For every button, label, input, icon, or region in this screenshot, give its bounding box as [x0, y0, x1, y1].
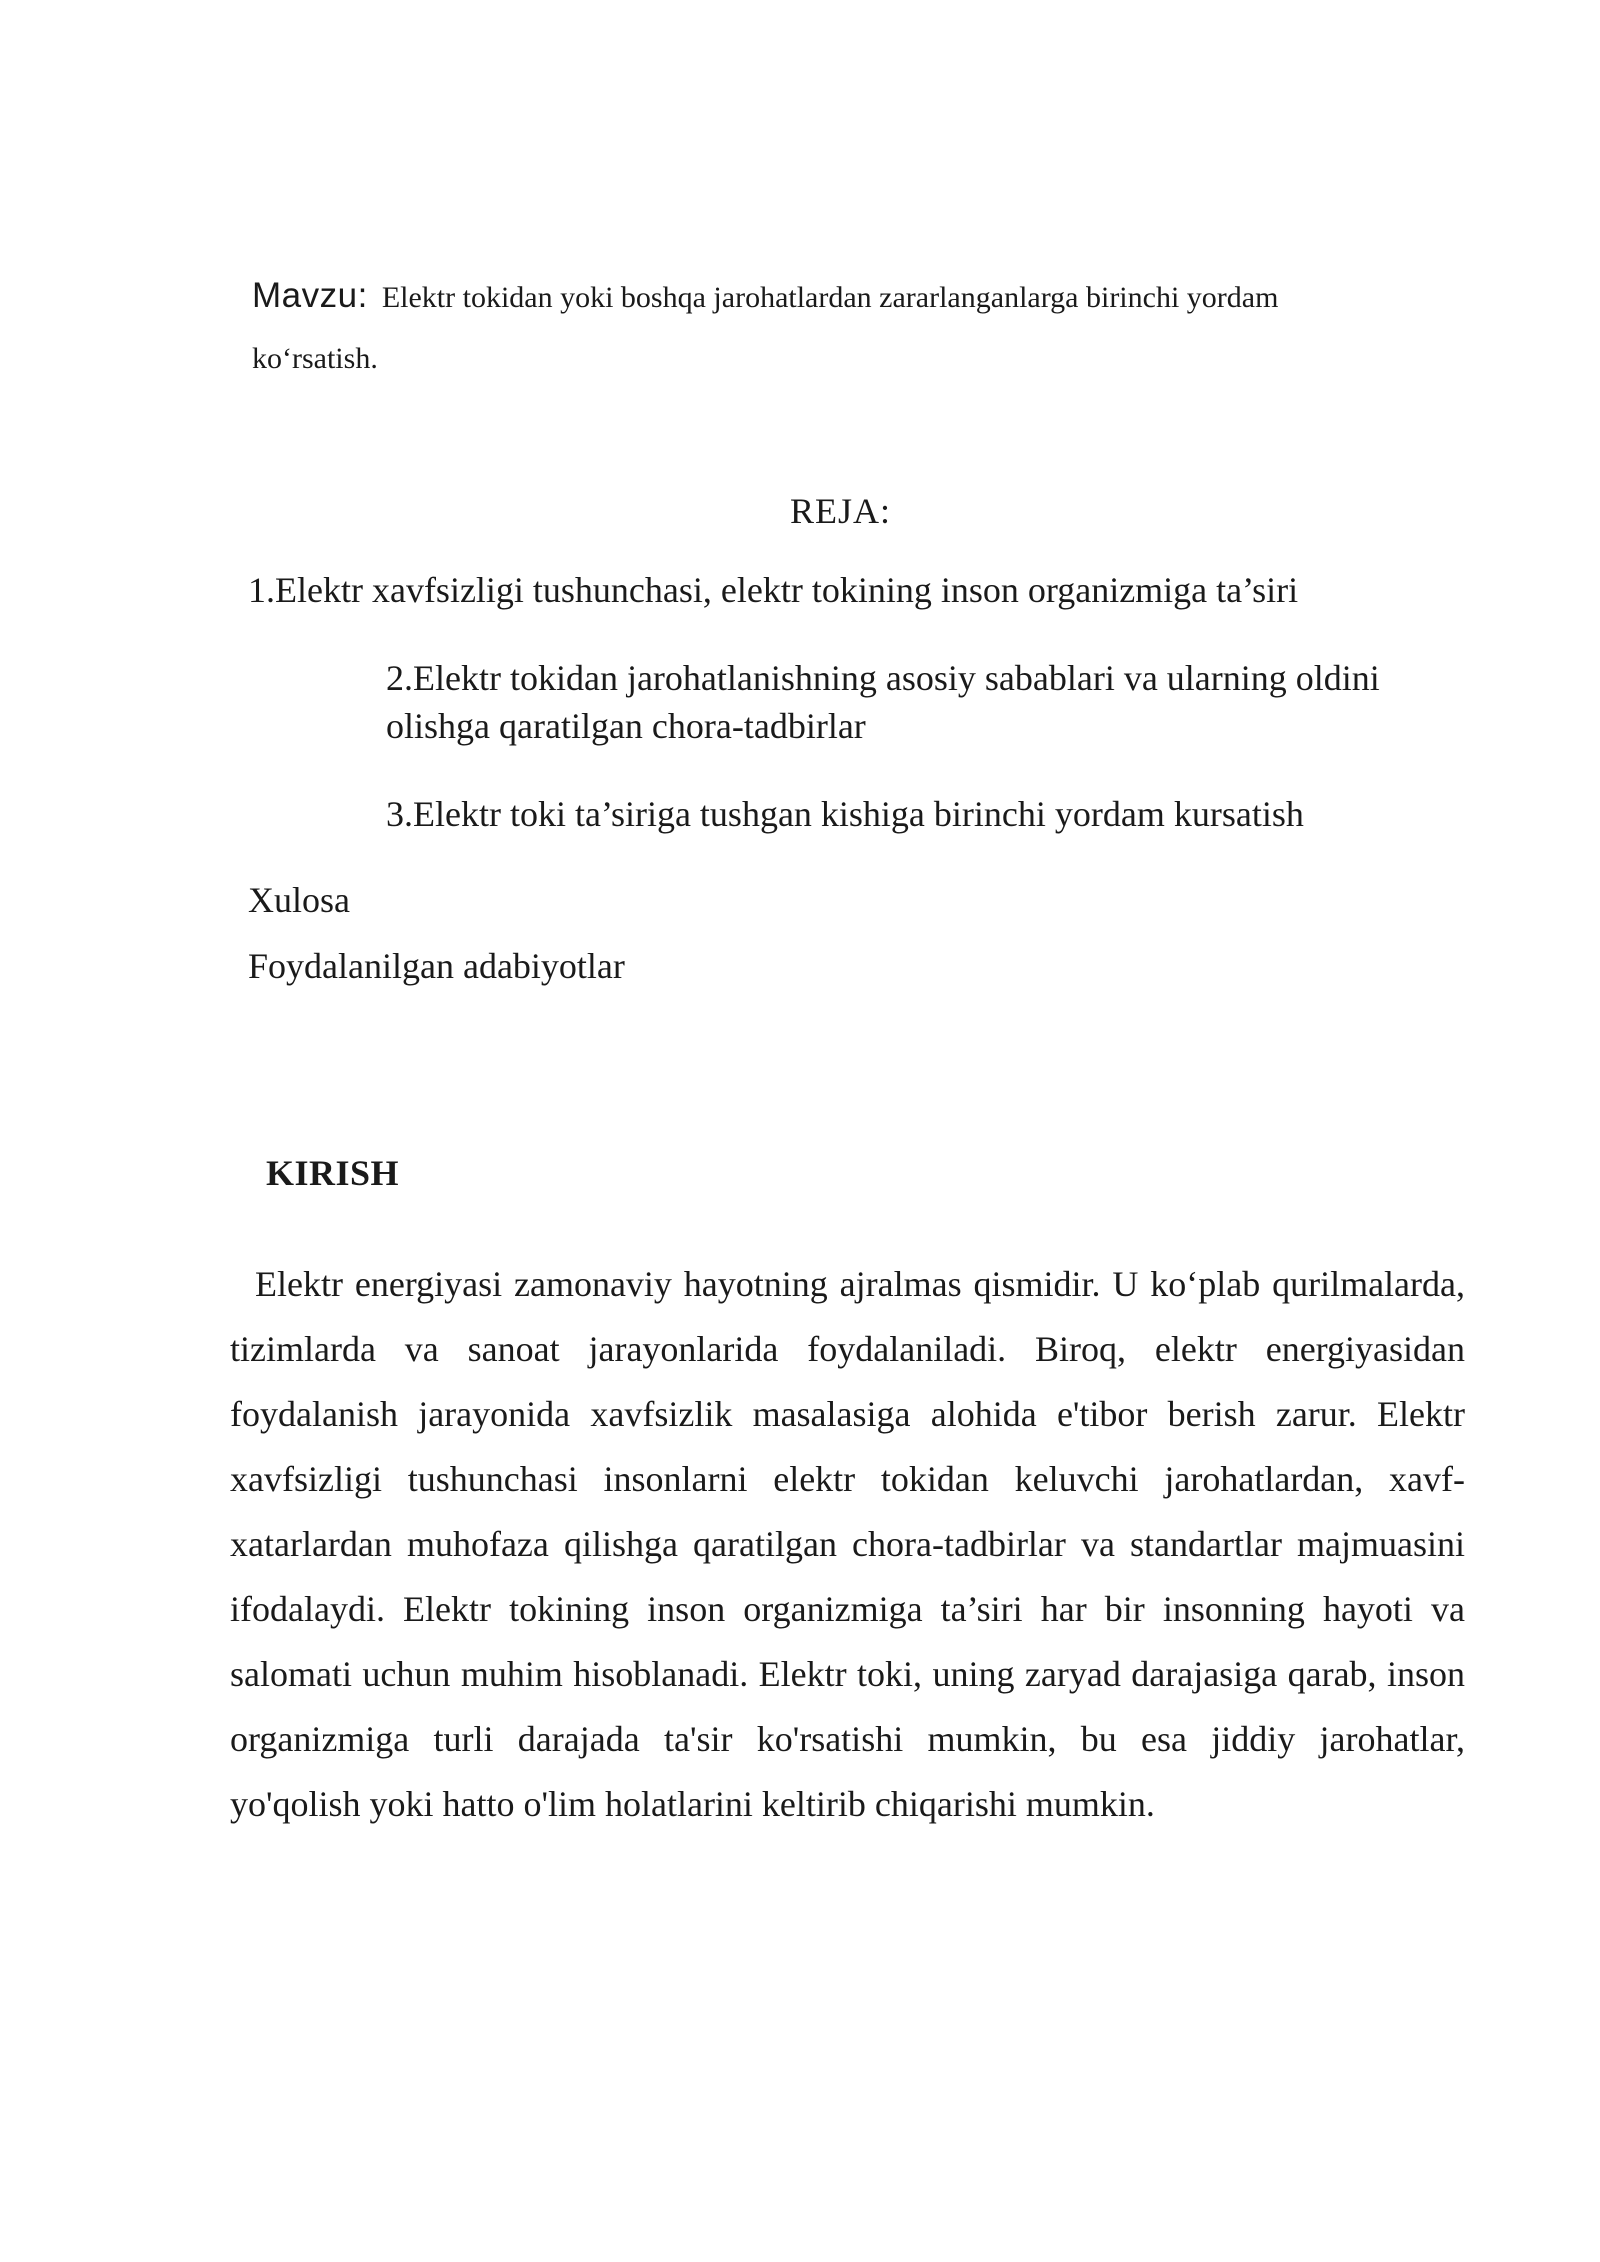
- topic-line: [252, 268, 1382, 392]
- introduction-paragraph: Elektr energiyasi zamonaviy hayotning ajralmas qismidir. U ko‘plab qurilmalarda, tizimlarda va sanoat jarayonlarida foydalaniladi. Biroq, elektr energiyasidan foydalanish jarayonida xavfsizlik masalasiga alohida e'tibor berish zarur. Elektr xavfsizligi tushunchasi insonlarni elektr tokidan keluvchi jarohatlardan, xavf-xatarlardan muhofaza qilishga qaratilgan chora-tadbirlar va standartlar majmuasini ifodalaydi. Elektr tokining inson organizmiga ta’siri har bir insonning hayoti va salomati uchun muhim hisoblanadi. Elektr toki, uning zaryad darajasiga qarab, inson organizmiga turli darajada ta'sir ko'rsatishi mumkin, bu esa jiddiy jarohatlar, yo'qolish yoki hatto o'lim holatlarini keltirib chiqarishi mumkin.: [230, 1264, 1465, 1824]
- plan-item: 1.Elektr xavfsizligi tushunchasi, elektr tokining inson organizmiga ta’siri: [248, 570, 1299, 610]
- topic-text: Elektr tokidan yoki boshqa jarohatlardan zararlanganlarga birinchi yordam ko‘rsatish.: [252, 281, 1279, 375]
- plan-title: REJA:: [790, 491, 892, 531]
- introduction-heading: KIRISH: [266, 1153, 400, 1193]
- plan-conclusion: Xulosa: [248, 880, 350, 920]
- plan-item: 3.Elektr toki ta’siriga tushgan kishiga birinchi yordam kursatish: [386, 794, 1304, 834]
- topic-label: Mavzu:: [252, 276, 368, 315]
- plan-item: 2.Elektr tokidan jarohatlanishning asosiy sabablari va ularning oldini olishga qaratilgan chora-tadbirlar: [386, 658, 1380, 746]
- plan-references: Foydalanilgan adabiyotlar: [248, 946, 625, 986]
